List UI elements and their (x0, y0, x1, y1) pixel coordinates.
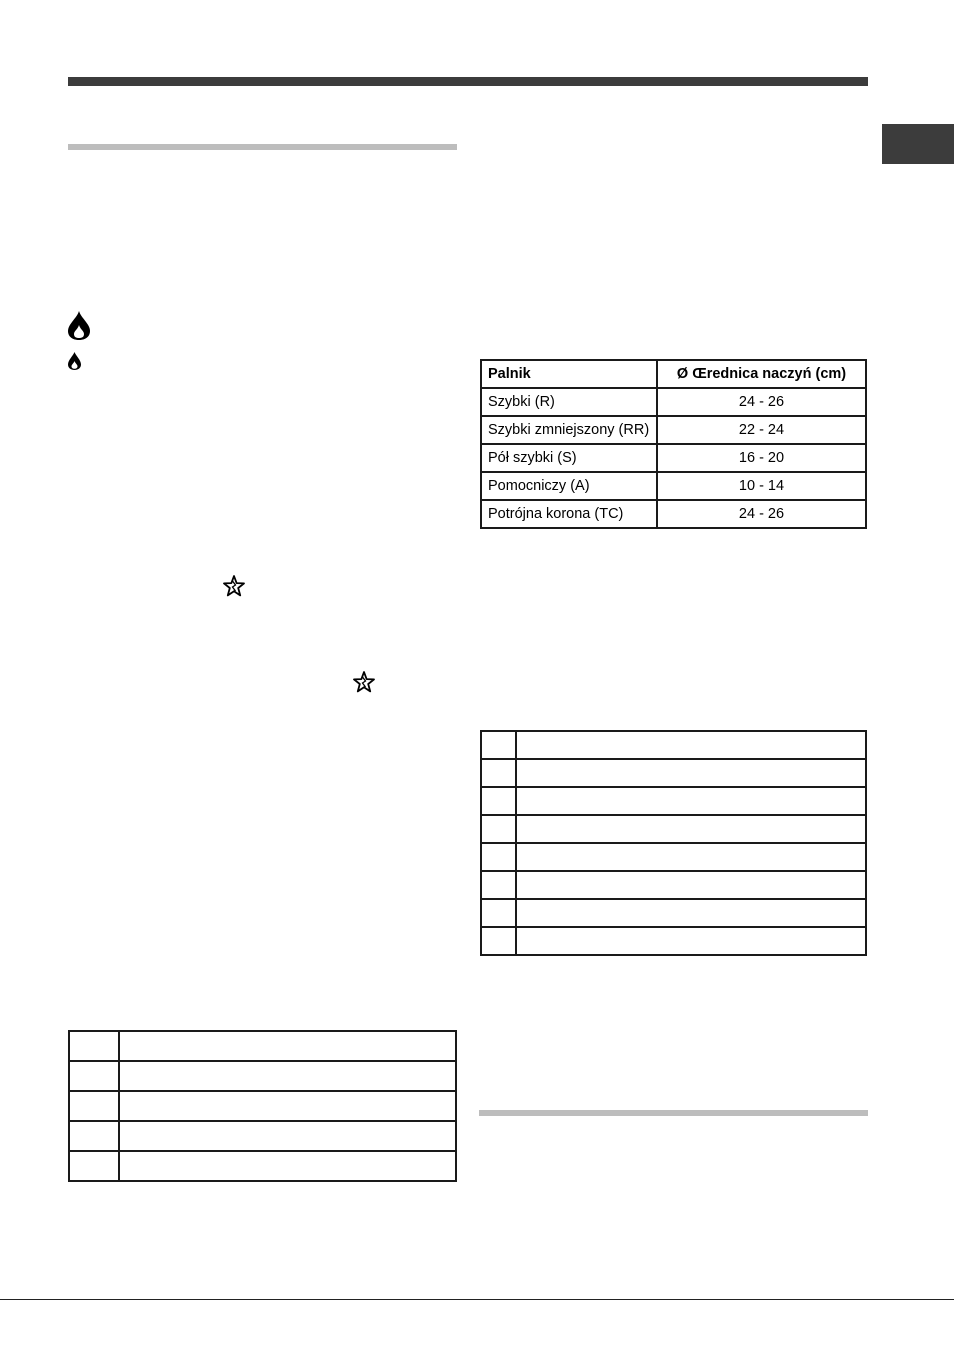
empty-grid-table-right (480, 730, 867, 956)
table-cell (481, 787, 516, 815)
table-cell (69, 1121, 119, 1151)
ignition-star-icon (223, 575, 245, 597)
pan-diameter: 16 - 20 (657, 444, 866, 472)
table-cell (481, 731, 516, 759)
header-burner: Palnik (481, 360, 657, 388)
ignition-star-icon (353, 671, 375, 693)
table-row (69, 1121, 456, 1151)
table-header-row (481, 360, 866, 388)
pan-diameter: 24 - 26 (657, 500, 866, 528)
table-cell (119, 1121, 456, 1151)
section-rule-left (68, 144, 457, 150)
table-cell (481, 927, 516, 955)
table-cell (516, 899, 866, 927)
pan-diameter: 24 - 26 (657, 388, 866, 416)
table-row (481, 472, 866, 500)
table-row (481, 871, 866, 899)
table-cell (69, 1091, 119, 1121)
table-row (481, 388, 866, 416)
table-row (481, 500, 866, 528)
flame-small-icon (67, 351, 82, 371)
burner-name: Potrójna korona (TC) (481, 500, 657, 528)
table-row (481, 759, 866, 787)
table-cell (69, 1031, 119, 1061)
table-row (481, 815, 866, 843)
table-cell (516, 815, 866, 843)
burner-name: Pomocniczy (A) (481, 472, 657, 500)
section-rule-right (479, 1110, 868, 1116)
table-cell (516, 787, 866, 815)
table-cell (516, 759, 866, 787)
pan-diameter: 10 - 14 (657, 472, 866, 500)
flame-large-icon (67, 310, 91, 341)
table-cell (481, 843, 516, 871)
table-cell (69, 1151, 119, 1181)
table-row (481, 444, 866, 472)
table-cell (119, 1091, 456, 1121)
table-row (481, 416, 866, 444)
table-cell (481, 815, 516, 843)
table-cell (481, 899, 516, 927)
table-row (481, 731, 866, 759)
table-cell (119, 1061, 456, 1091)
table-cell (69, 1061, 119, 1091)
table-row (69, 1091, 456, 1121)
pan-diameter: 22 - 24 (657, 416, 866, 444)
table-row (481, 843, 866, 871)
table-cell (481, 871, 516, 899)
table-row (481, 899, 866, 927)
table-cell (481, 759, 516, 787)
table-cell (516, 731, 866, 759)
empty-grid-table-left (68, 1030, 457, 1182)
table-row (69, 1031, 456, 1061)
language-tab (882, 124, 954, 164)
table-cell (516, 927, 866, 955)
burner-pan-diameter-table (480, 359, 867, 529)
table-cell (119, 1031, 456, 1061)
burner-name: Szybki (R) (481, 388, 657, 416)
burner-name: Szybki zmniejszony (RR) (481, 416, 657, 444)
table-row (481, 787, 866, 815)
top-rule (68, 77, 868, 86)
table-row (69, 1061, 456, 1091)
table-row (69, 1151, 456, 1181)
table-row (481, 927, 866, 955)
header-pan-diameter: Ø Œrednica naczyń (cm) (657, 360, 866, 388)
table-cell (516, 871, 866, 899)
table-cell (119, 1151, 456, 1181)
table-cell (516, 843, 866, 871)
burner-name: Pół szybki (S) (481, 444, 657, 472)
footer-rule (0, 1299, 954, 1300)
